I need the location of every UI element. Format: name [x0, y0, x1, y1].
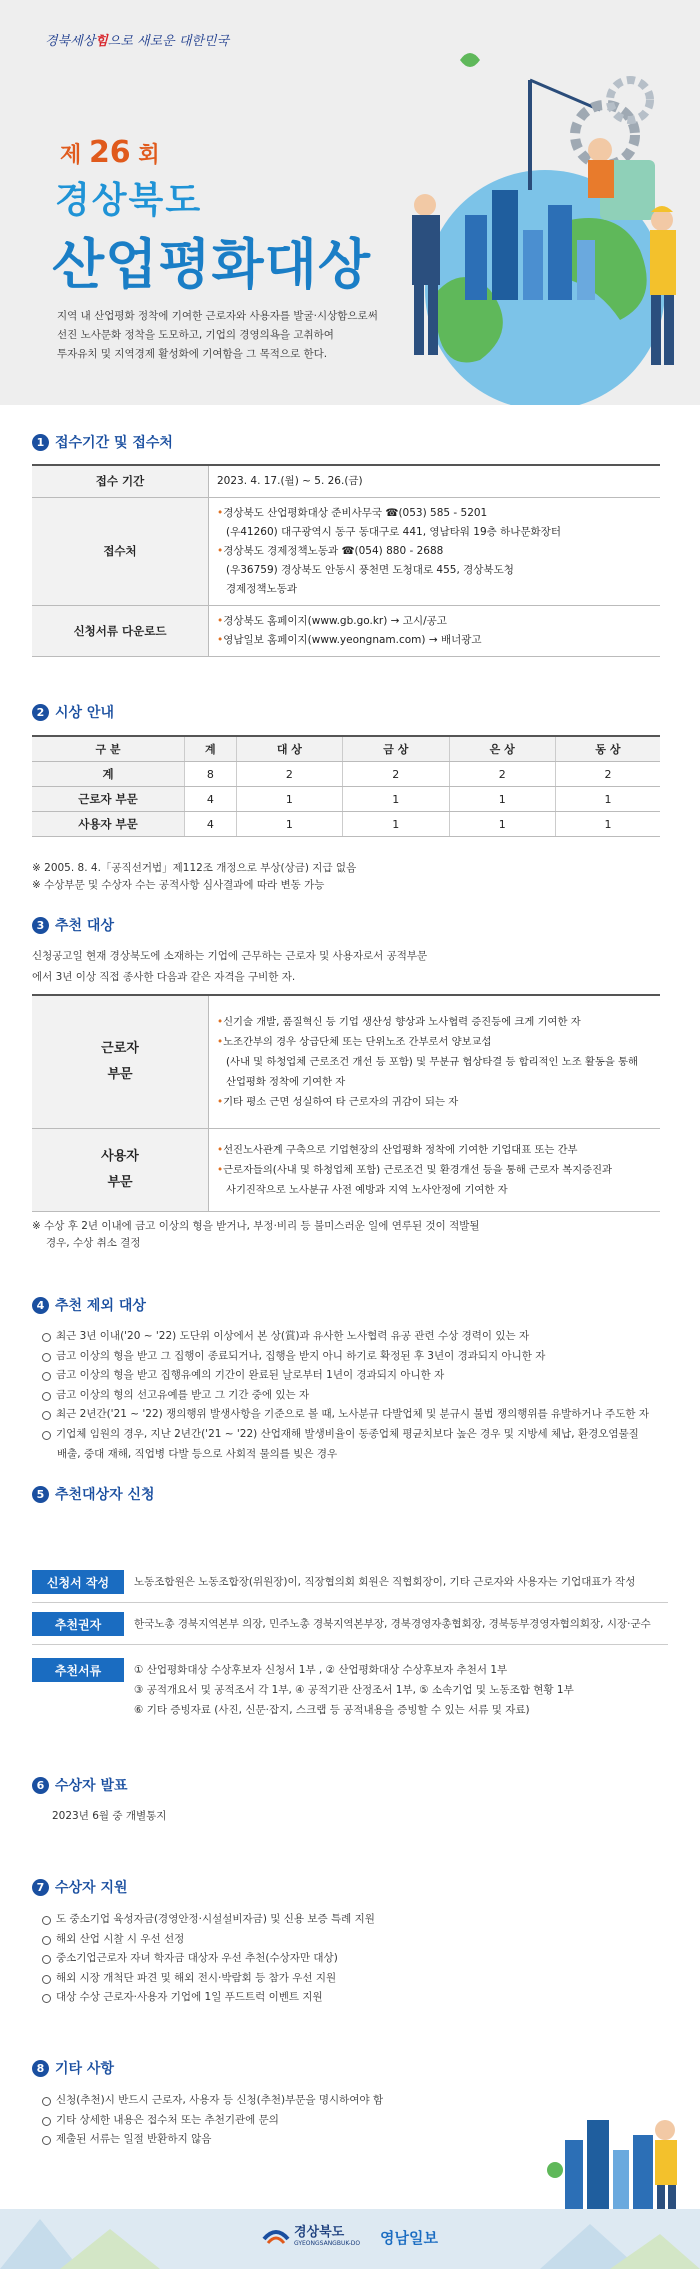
award-notes [32, 860, 356, 894]
table-cell: 1 [555, 787, 660, 812]
column-header: 계 [185, 736, 237, 762]
table-cell: 1 [449, 787, 555, 812]
section-number: 7 [32, 1879, 49, 1896]
nomination-row [32, 1658, 672, 1720]
hero-desc-line: 투자유치 및 지역경제 활성화에 기여함을 그 목적으로 한다. [57, 348, 328, 360]
criteria-line: •노조간부의 경우 상급단체 또는 단위노조 간부로서 양보교섭 [217, 1036, 492, 1048]
table-row [32, 498, 660, 606]
table-cell: 1 [343, 812, 449, 837]
section-heading-1 [32, 432, 173, 452]
table-row [32, 787, 660, 812]
nomination-row [32, 1570, 672, 1594]
list-item: 제출된 서류는 일절 반환하지 않음 [42, 2130, 562, 2150]
table-cell: 4 [185, 787, 237, 812]
row-label: 사용자 부문 [32, 812, 185, 837]
download-line[interactable]: •경상북도 홈페이지(www.gb.go.kr) → 고시/공고 [217, 615, 447, 627]
city-illustration [545, 2090, 695, 2210]
table-header-row [32, 736, 660, 762]
download-line[interactable]: •영남일보 홈페이지(www.yeongnam.com) → 배너광고 [217, 634, 482, 646]
employer-label: 사용자 부문 [32, 1129, 209, 1212]
office-line: (우36759) 경상북도 안동시 풍천면 도청대로 455, 경상북도청 [226, 564, 514, 576]
section-number: 3 [32, 917, 49, 934]
list-item: 금고 이상의 형의 선고유예를 받고 그 기간 중에 있는 자 [42, 1386, 672, 1406]
section-title: 추천대상자 신청 [55, 1487, 155, 1503]
edition-post: 회 [138, 143, 160, 168]
gyeongbuk-emblem-icon [262, 2223, 290, 2245]
gyeongbuk-logo-sub: GYEONGSANGBUK-DO [294, 2240, 361, 2247]
worker-label: 근로자 부문 [32, 995, 209, 1129]
nomination-text: 노동조합원은 노동조합장(위원장)이, 직장협의회 회원은 직협회장이, 기타 근로자와 사용자는 기업대표가 작성 [134, 1576, 636, 1588]
list-item-continuation: 배출, 중대 재해, 직업병 다발 등으로 사회적 물의를 빚은 경우 [57, 1448, 338, 1460]
note-line: ※ 수상부문 및 수상자 수는 공적사항 심사결과에 따라 변동 가능 [32, 879, 325, 891]
list-item: 기업체 임원의 경우, 지난 2년간('21 ~ '22) 산업재해 발생비율이 동종업체 평균치보다 높은 경우 및 지방세 체납, 환경오염물질 [42, 1425, 672, 1445]
hero-description [57, 307, 397, 364]
download-label: 신청서류 다운로드 [32, 606, 209, 657]
hero-desc-line: 선진 노사문화 정착을 도모하고, 기업의 경영의욕을 고취하여 [57, 329, 334, 341]
criteria-line: (사내 및 하청업체 근로조건 개선 등 포함) 및 무분규 협상타결 등 합리적인 노조 활동을 통해 [226, 1056, 638, 1068]
table-cell: 1 [555, 812, 660, 837]
nomination-text: ① 산업평화대상 수상후보자 신청서 1부 , ② 산업평화대상 수상후보자 추천서 1부 ③ 공적개요서 및 공적조서 각 1부, ④ 공적기관 산정조서 1부, ⑤ 소속기업 및 노동조합 현황 1부 ⑥ 기타 증빙자료 (사진, 신문·잡지, 스크랩 등 공적내용을 증빙할 수 있는 서류 및 자료) [134, 1664, 574, 1716]
yeongnam-logo: 영남일보 [380, 2229, 438, 2247]
criteria-line: •기타 평소 근면 성실하여 타 근로자의 귀감이 되는 자 [217, 1096, 459, 1108]
announcement-text: 2023년 6월 중 개별통지 [52, 1810, 167, 1822]
criteria-line: •선진노사관계 구축으로 기업현장의 산업평화 정착에 기여한 기업대표 또는 간부 [217, 1144, 578, 1156]
note-line: ※ 2005. 8. 4.「공직선거법」제112조 개정으로 부상(상금) 지급 없음 [32, 862, 357, 874]
table-cell: 2 [343, 762, 449, 787]
gyeongbuk-logo [262, 2221, 360, 2247]
table-row [32, 465, 660, 498]
section-heading-7 [32, 1877, 128, 1897]
criteria-line: 사기진작으로 노사분규 사전 예방과 지역 노사안정에 기여한 자 [226, 1184, 508, 1196]
table-row [32, 606, 660, 657]
criteria-line: 산업평화 정착에 기여한 자 [226, 1076, 346, 1088]
list-item: 금고 이상의 형을 받고 그 집행이 종료되거나, 집행을 받지 아니 하기로 확정된 후 3년이 경과되지 아니한 자 [42, 1347, 672, 1367]
edition-label [60, 135, 160, 170]
office-line: •경상북도 경제정책노동과 ☎(054) 880 - 2688 [217, 545, 444, 557]
intro-line: 에서 3년 이상 직접 종사한 다음과 같은 자격을 구비한 자. [32, 971, 296, 983]
period-label: 접수 기간 [32, 465, 209, 498]
section-number: 8 [32, 2060, 49, 2077]
divider [32, 1602, 668, 1603]
table-row [32, 762, 660, 787]
table-row [32, 1129, 660, 1212]
list-item: 도 중소기업 육성자금(경영안정·시설설비자금) 및 신용 보증 특례 지원 [42, 1910, 672, 1930]
section-title: 수상자 지원 [55, 1880, 128, 1896]
table-cell: 1 [343, 787, 449, 812]
section-heading-4 [32, 1295, 146, 1315]
row-label: 계 [32, 762, 185, 787]
table-cell: 1 [449, 812, 555, 837]
award-table [32, 735, 660, 837]
table-row [32, 812, 660, 837]
nomination-row [32, 1612, 672, 1636]
column-header: 동 상 [555, 736, 660, 762]
office-label: 접수처 [32, 498, 209, 606]
worker-criteria [209, 995, 661, 1129]
section-heading-2 [32, 702, 114, 722]
table-cell: 2 [555, 762, 660, 787]
footer [0, 2209, 700, 2269]
nomination-label: 추천권자 [32, 1612, 124, 1636]
column-header: 은 상 [449, 736, 555, 762]
hero-banner [0, 0, 700, 405]
section-title: 수상자 발표 [55, 1778, 128, 1794]
column-header: 구 분 [32, 736, 185, 762]
slogan-red: 힘 [95, 34, 108, 49]
note-line: 경우, 수상 취소 결정 [46, 1237, 141, 1249]
office-line: (우41260) 대구광역시 동구 동대구로 441, 영남타워 19층 하나문화장터 [226, 526, 561, 538]
support-list [42, 1910, 672, 2008]
criteria-line: •근로자들의(사내 및 하청업체 포함) 근로조건 및 환경개선 등을 통해 근로자 복지증진과 [217, 1164, 612, 1176]
section-title: 추천 제외 대상 [55, 1298, 146, 1314]
edition-pre: 제 [60, 143, 82, 168]
section-title: 접수기간 및 접수처 [55, 435, 173, 451]
list-item: 기타 상세한 내용은 접수처 또는 추천기관에 문의 [42, 2111, 562, 2131]
edition-number: 26 [88, 135, 131, 170]
nomination-label: 추천서류 [32, 1658, 124, 1682]
list-item: 최근 2년간('21 ~ '22) 쟁의행위 발생사항을 기준으로 볼 때, 노사분규 다발업체 및 분규시 불법 쟁의행위를 유발하거나 주도한 자 [42, 1405, 672, 1425]
nomination-text: 한국노총 경북지역본부 의장, 민주노총 경북지역본부장, 경북경영자총협회장, 경북동부경영자협의회장, 시장·군수 [134, 1618, 651, 1630]
list-item: 최근 3년 이내('20 ~ '22) 도단위 이상에서 본 상(賞)과 유사한 노사협력 유공 관련 수상 경력이 있는 자 [42, 1327, 672, 1347]
office-value [209, 498, 661, 606]
table-cell: 4 [185, 812, 237, 837]
hero-desc-line: 지역 내 산업평화 정착에 기여한 근로자와 사용자를 발굴·시상함으로써 [57, 310, 378, 322]
section-title: 기타 사항 [55, 2061, 114, 2077]
nomination-label: 신청서 작성 [32, 1570, 124, 1594]
section-number: 6 [32, 1777, 49, 1794]
table-cell: 1 [236, 787, 342, 812]
eligibility-intro [32, 946, 672, 988]
table-cell: 2 [449, 762, 555, 787]
table-cell: 1 [236, 812, 342, 837]
criteria-line: •신기술 개발, 품질혁신 등 기업 생산성 향상과 노사협력 증진등에 크게 기여한 자 [217, 1016, 581, 1028]
other-list [42, 2091, 562, 2150]
section-heading-8 [32, 2058, 114, 2078]
submission-table [32, 464, 660, 657]
section-heading-6 [32, 1775, 128, 1795]
list-item: 신청(추천)시 반드시 근로자, 사용자 등 신청(추천)부문을 명시하여야 함 [42, 2091, 562, 2111]
title-province: 경상북도 [55, 180, 203, 221]
title-award: 산업평화대상 [52, 233, 371, 296]
list-item: 해외 산업 시찰 시 우선 선정 [42, 1930, 672, 1950]
divider [32, 1644, 668, 1645]
gyeongbuk-logo-text: 경상북도 [294, 2225, 345, 2240]
table-row [32, 995, 660, 1129]
list-item: 금고 이상의 형을 받고 집행유예의 기간이 완료된 날로부터 1년이 경과되지 아니한 자 [42, 1366, 672, 1386]
list-item: 해외 시장 개척단 파견 및 해외 전시·박람회 등 참가 우선 지원 [42, 1969, 672, 1989]
slogan-logo [45, 30, 229, 49]
section-number: 5 [32, 1486, 49, 1503]
column-header: 대 상 [236, 736, 342, 762]
section-number: 1 [32, 434, 49, 451]
office-line: •경상북도 산업평화대상 준비사무국 ☎(053) 585 - 5201 [217, 507, 488, 519]
exclusion-list [42, 1327, 672, 1444]
download-value [209, 606, 661, 657]
hero-illustration [370, 40, 700, 405]
list-item: 중소기업근로자 자녀 학자금 대상자 우선 추천(수상자만 대상) [42, 1949, 672, 1969]
section-heading-5 [32, 1484, 155, 1504]
intro-line: 신청공고일 현재 경상북도에 소재하는 기업에 근무하는 근로자 및 사용자로서 공적부문 [32, 950, 428, 962]
section-title: 시상 안내 [55, 705, 114, 721]
column-header: 금 상 [343, 736, 449, 762]
section-number: 2 [32, 704, 49, 721]
row-label: 근로자 부문 [32, 787, 185, 812]
table-cell: 2 [236, 762, 342, 787]
slogan-rest: 으로 새로운 대한민국 [107, 34, 230, 49]
section-title: 추천 대상 [55, 918, 114, 934]
employer-criteria [209, 1129, 661, 1212]
office-line: 경제정책노동과 [226, 583, 298, 595]
table-cell: 8 [185, 762, 237, 787]
eligibility-notes [32, 1218, 480, 1252]
period-value: 2023. 4. 17.(월) ~ 5. 26.(금) [209, 465, 661, 498]
section-number: 4 [32, 1297, 49, 1314]
slogan-script: 경북세상 [45, 34, 96, 49]
list-item: 대상 수상 근로자·사용자 기업에 1일 푸드트럭 이벤트 지원 [42, 1988, 672, 2008]
section-heading-3 [32, 915, 114, 935]
eligibility-table [32, 994, 660, 1212]
note-line: ※ 수상 후 2년 이내에 금고 이상의 형을 받거나, 부정·비리 등 불미스러운 일에 연루된 것이 적발될 [32, 1220, 480, 1232]
